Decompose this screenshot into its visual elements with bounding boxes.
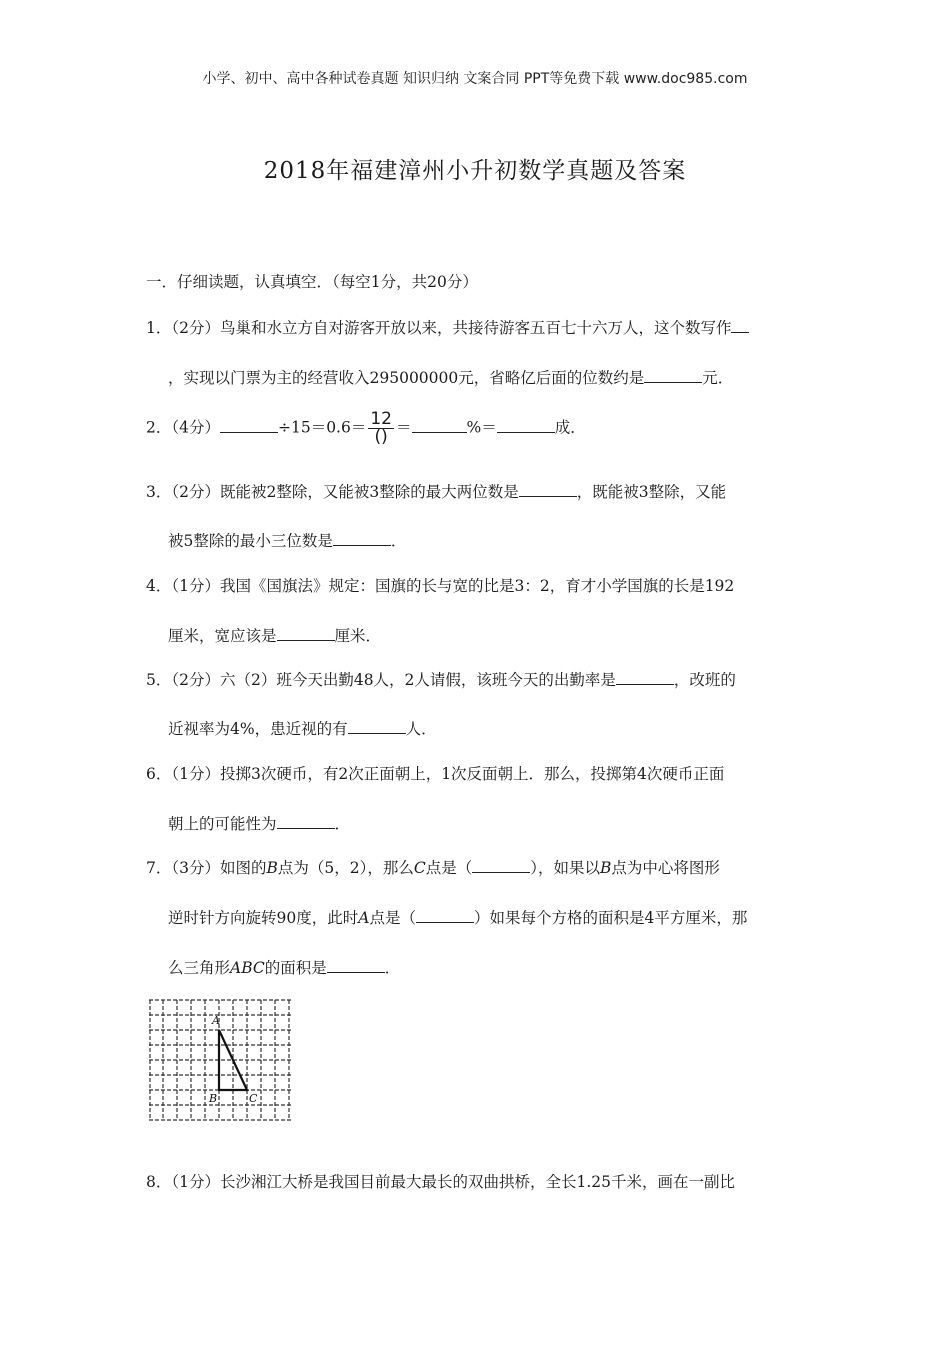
question-8-line-1: 8．（1分）长沙湘江大桥是我国目前最大最长的双曲拱桥，全长1.25千米，画在一副比: [146, 1173, 735, 1191]
answer-blank[interactable]: [327, 958, 385, 973]
page-title: 2018年福建漳州小升初数学真题及答案: [263, 158, 687, 184]
question-5-line-2: 近视率为4%，患近视的有 人．: [168, 720, 437, 738]
answer-blank[interactable]: [277, 626, 335, 641]
answer-blank[interactable]: [348, 719, 406, 734]
answer-blank[interactable]: [519, 482, 577, 497]
answer-blank[interactable]: [416, 908, 474, 923]
question-7-line-3: 么三角形ABC的面积是 ．: [168, 959, 401, 977]
answer-blank[interactable]: [472, 858, 530, 873]
question-7-line-1: 7．（3分）如图的B点为（5，2），那么C点是（ ），如果以B点为中心将图形: [146, 859, 720, 877]
answer-blank[interactable]: [731, 318, 749, 333]
page-header: 小学、初中、高中各种试卷真题 知识归纳 文案合同 PPT等免费下载 www.doc985.com: [202, 71, 748, 87]
answer-blank[interactable]: [644, 368, 702, 383]
question-6-line-2: 朝上的可能性为 ．: [168, 815, 351, 833]
question-1-line-1: 1．（2分）鸟巢和水立方自对游客开放以来，共接待游客五百七十六万人，这个数写作: [146, 316, 749, 338]
answer-blank[interactable]: [616, 670, 674, 685]
section-heading: 一．仔细读题，认真填空．（每空1分，共20分）: [146, 273, 478, 291]
question-4-line-2: 厘米，宽应该是 厘米．: [168, 627, 382, 645]
question-3-line-1: 3．（2分）既能被2整除，又能被3整除的最大两位数是 ，既能被3整除，又能: [146, 483, 727, 501]
point-b-label: B: [209, 1092, 218, 1105]
answer-blank[interactable]: [497, 418, 555, 433]
answer-blank[interactable]: [220, 418, 278, 433]
answer-blank[interactable]: [412, 418, 467, 433]
question-2-line: 2．（4分） ÷15＝0.6＝ $\frac{12}{()}$ ＝ %＝ 成．: [146, 409, 586, 447]
point-c-label: C: [249, 1092, 258, 1105]
question-5-line-1: 5．（2分）六（2）班今天出勤48人，2人请假，该班今天的出勤率是 ，改班的: [146, 671, 736, 689]
answer-blank[interactable]: [333, 531, 391, 546]
question-3-line-2: 被5整除的最小三位数是 ．: [168, 532, 407, 550]
question-7-line-2: 逆时针方向旋转90度，此时A点是（ ）如果每个方格的面积是4平方厘米，那: [168, 909, 748, 927]
grid-triangle-figure: [148, 998, 294, 1122]
question-4-line-1: 4．（1分）我国《国旗法》规定：国旗的长与宽的比是3：2，育才小学国旗的长是192: [146, 577, 735, 595]
question-6-line-1: 6．（1分）投掷3次硬币，有2次正面朝上，1次反面朝上．那么，投掷第4次硬币正面: [146, 765, 725, 783]
point-a-label: A: [212, 1014, 220, 1027]
answer-blank[interactable]: [277, 814, 335, 829]
fraction: $\frac{12}{()}$: [370, 409, 392, 447]
question-1-line-2: ，实现以门票为主的经营收入295000000元，省略亿后面的位数约是 元．: [168, 369, 734, 387]
